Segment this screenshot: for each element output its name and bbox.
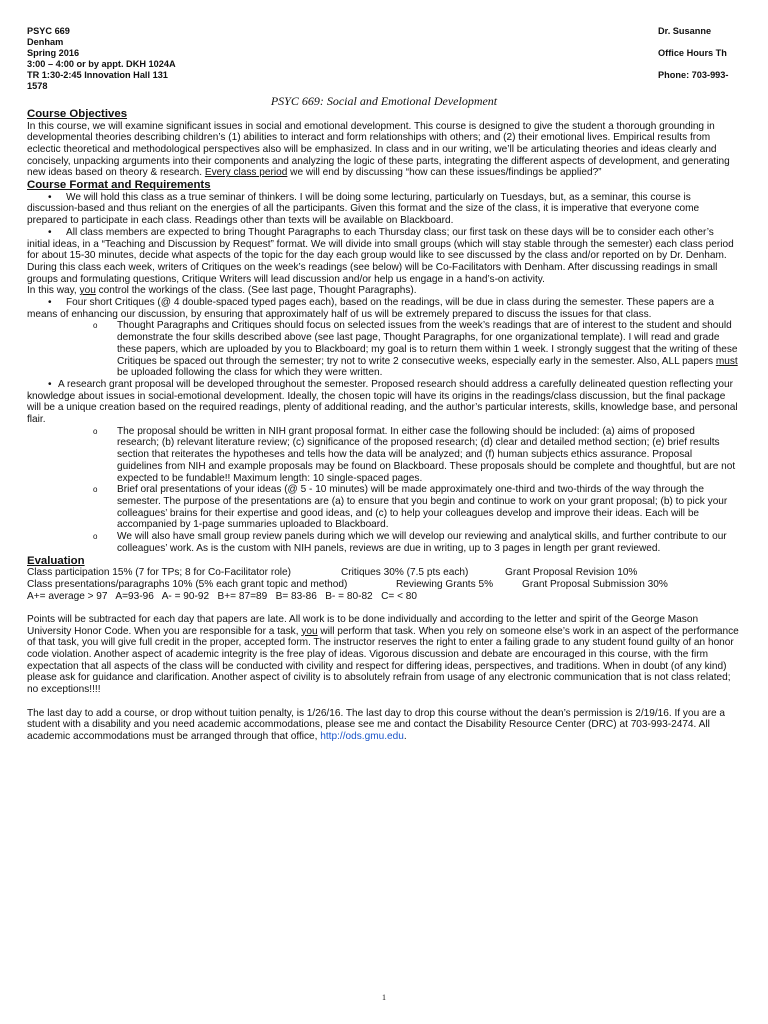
semester: Spring 2016 bbox=[27, 48, 80, 58]
bullet-marker: • bbox=[48, 191, 52, 203]
deadlines-text: The last day to add a course, or drop without tuition penalty, is 1/26/16. The last day to drop this course without the dean’s permission is 2/19/16. If you are a student with a disability and you need academic accommodations, please see me and contact the Disability Resource Center (DRC) at 703-993-2474. All academic accommodations must be arranged through that office, bbox=[27, 707, 725, 742]
evaluation-heading: Evaluation bbox=[27, 554, 85, 567]
document-body bbox=[27, 108, 739, 743]
evaluation-row-2 bbox=[27, 579, 739, 591]
control-underlined: you bbox=[79, 285, 96, 297]
objectives-heading: Course Objectives bbox=[27, 108, 128, 120]
policy-text-end: will perform that task. When you rely on someone else’s work in an aspect of the performance of that task, you will give full credit in the proper, accepted form. The instructor reserves the right to enter a failing grade to any student found guilty of an honor code violation. Another aspect of academic integrity is the free play of ideas. Vigorous discussion and debate are encouraged in this course, with the firm expectation that all aspects of the class will be conducted with civility and respect for differing ideas, perspectives, and traditions. When in doubt (of any kind) please ask for guidance and clarification. Another aspect of civility is to absolutely refrain from usage of any electronic communication that is not class related; no exceptions!!!! bbox=[27, 625, 739, 696]
sub-bullet-marker: o bbox=[93, 532, 98, 542]
evaluation-row-1 bbox=[27, 567, 739, 579]
evaluation-item: Reviewing Grants 5% bbox=[396, 578, 494, 590]
bullet-text: All class members are expected to bring Thought Paragraphs to each Thursday class; our first task on these days will be to consider each other’s initial ideas, in a “Teaching and Discussion by Request” format. We will divide into small groups (which will stay stable through the semester) each class period for about 15-30 minutes, decide what aspects of the topic for the day each group would like to see discussed by the class and/or reported on by Dr. Denham. During this class each week, writers of Critiques on the week’s readings (see below) will be Co-Facilitators with Denham. After discussing readings in small groups and formulating questions, Critique Writers will lead discussion and/or help us engage in a hand’s-on activity. bbox=[27, 226, 734, 285]
format-bullet-3 bbox=[27, 297, 739, 320]
header-left-block bbox=[27, 26, 176, 92]
subitem-text bbox=[91, 484, 739, 531]
objectives-paragraph bbox=[27, 121, 739, 180]
evaluation-item: Critiques 30% (7.5 pts each) bbox=[341, 567, 469, 579]
grading-scale: A+= average > 97 A=93-96 A- = 90-92 B+= 87=89 B= 83-86 B- = 80-82 C= < 80 bbox=[27, 590, 418, 602]
page-number: 1 bbox=[382, 993, 386, 1002]
policy-text: Points will be subtracted for each day that papers are late. All work is to be done individually and according to the letter and spirit of the George Mason University Honor Code. When you are responsible for a task, bbox=[27, 613, 699, 637]
format-subitem-3 bbox=[27, 484, 739, 531]
bullet-marker: • bbox=[48, 226, 52, 238]
office-hours-label: Office Hours Th bbox=[658, 48, 727, 58]
control-paragraph bbox=[27, 285, 739, 297]
objectives-underlined: Every class period bbox=[204, 167, 288, 179]
control-text-end: control the workings of the class. (See last page, Thought Paragraphs). bbox=[95, 285, 417, 297]
deadlines-paragraph bbox=[27, 708, 739, 743]
subitem-text bbox=[91, 426, 739, 485]
ods-link[interactable]: http://ods.gmu.edu bbox=[320, 730, 404, 742]
evaluation-item: Grant Proposal Submission 30% bbox=[522, 578, 668, 590]
objectives-text-end: we will end by discussing “how can these issues/findings be applied?” bbox=[287, 167, 602, 179]
bullet-text: A research grant proposal will be developed throughout the semester. Proposed research should address a carefully delineated question reflecting your knowledge about issues in social-emotional development. Ideally, the chosen topic will have its origins in the readings/class discussion, but the final package will be a unique creation based on the required readings, plenty of additional reading, and the author’s particular interests, skills, knowledge base, and personal flair. bbox=[27, 378, 738, 426]
instructor-name: Denham bbox=[27, 37, 64, 47]
sub-bullet-marker: o bbox=[93, 485, 98, 495]
phone-label: Phone: 703-993- bbox=[658, 70, 729, 80]
subitem-text bbox=[91, 531, 739, 554]
evaluation-item: Class participation 15% (7 for TPs; 8 for Co-Facilitator role) bbox=[27, 567, 292, 579]
office-hours: 3:00 – 4:00 or by appt. DKH 1024A bbox=[27, 59, 176, 69]
page-title: PSYC 669: Social and Emotional Development bbox=[270, 94, 498, 108]
policy-underlined: you bbox=[301, 625, 318, 637]
course-code: PSYC 669 bbox=[27, 26, 70, 36]
evaluation-item: Grant Proposal Revision 10% bbox=[505, 567, 638, 579]
evaluation-item: Class presentations/paragraphs 10% (5% each grant topic and method) bbox=[27, 578, 348, 590]
subitem-underlined: must bbox=[715, 355, 738, 367]
sub-bullet-marker: o bbox=[93, 426, 98, 436]
subitem-text-a: Brief oral presentations of your ideas (@ 5 - 10 minutes) will be made approximately one-third and two-thirds of the way through the semester. The purpose of the presentations are (a) to ensure that you begin and continue to work on your grant proposal; (b) to pick your colleagues’ brains for their expertise and good ideas, and (c) to help your colleagues develop and improve their ideas. Each will be accompanied by 1-page summaries uploaded to Blackboard. bbox=[117, 484, 728, 531]
subitem-text-a: We will also have small group review panels during which we will develop our reviewing and analytical skills, and further contribute to our colleagues’ work. As is the custom with NIH panels, reviews are due in writing, up to 3 pages in length per grant reviewed. bbox=[117, 531, 727, 554]
subitem-text-b: be uploaded following the class for which they were written. bbox=[117, 367, 383, 379]
policy-paragraph bbox=[27, 614, 739, 696]
bullet-marker: • bbox=[48, 297, 52, 309]
control-text: In this way, bbox=[27, 285, 80, 297]
format-bullet-4 bbox=[27, 379, 739, 426]
format-heading: Course Format and Requirements bbox=[27, 179, 211, 192]
subitem-text-a: The proposal should be written in NIH grant proposal format. In either case the following should be included: (a) aims of proposed research; (b) relevant literature review; (c) significance of the proposed research; (d) clear and detailed method section; (e) brief results section that reiterates the hypotheses and tells how the data will be analyzed; and (f) human subjects ethics assurance. Proposal guidelines from NIH and example proposals may be found on Blackboard. These proposals should be complete and thoughtful, but are not expected to be fundable!! Maximum length: 10 single-spaced pages. bbox=[117, 425, 736, 484]
objectives-text: In this course, we will examine significant issues in social and emotional development. This course is designed to give the student a thorough grounding in developmental theories describing children’s (1) abilities to interact and form relationships with others; and (2) their emotional lives. Empirical results from eclectic theoretical and methodological perspectives also will be emphasized. In class and in our writing, we’ll be articulating theories and ideas clearly and concisely, unpacking arguments into their components and analyzing the logic of these parts, integrating the different aspects of development, and generating new ideas based on theory & research. bbox=[27, 120, 730, 179]
bullet-marker: • bbox=[48, 378, 52, 390]
deadlines-end: . bbox=[403, 730, 407, 742]
header-right-block bbox=[658, 26, 728, 92]
class-time-location: TR 1:30-2:45 Innovation Hall 131 bbox=[27, 70, 168, 80]
format-bullet-2 bbox=[27, 227, 739, 286]
format-subitem-2 bbox=[27, 426, 739, 485]
subitem-text bbox=[91, 320, 739, 379]
subitem-text-a: Thought Paragraphs and Critiques should focus on selected issues from the week’s readings that are of interest to the student and should demonstrate the four skills described above (see last page, Thought Paragraphs, for one organizational template). I will read and grade these papers, which are uploaded by you to Blackboard; my goal is to return them within 1 week. I strongly suggest that the writing of these Critiques be spaced out through the semester; try not to write 2 consecutive weeks, especially early in the semester. Also, ALL papers bbox=[117, 320, 738, 367]
format-bullet-1 bbox=[27, 192, 739, 227]
format-subitem-4 bbox=[27, 531, 739, 554]
sub-bullet-marker: o bbox=[93, 321, 98, 331]
bullet-text: Four short Critiques (@ 4 double-spaced typed pages each), based on the readings, will be due in class during the semester. These papers are a means of enhancing our discussion, by ensuring that approximately half of us will be extremely prepared to discuss the issues for that class. bbox=[27, 297, 715, 320]
instructor-label: Dr. Susanne bbox=[658, 26, 712, 36]
format-subitem-1 bbox=[27, 320, 739, 379]
bullet-text: We will hold this class as a true seminar of thinkers. I will be doing some lecturing, particularly on Tuesdays, but, as a seminar, this course is discussion-based and thus reliant on the energies of all the participants. Given this format and the size of the class, it is imperative that everyone come prepared to participate in each class. Readings other than texts will be available on Blackboard. bbox=[27, 191, 700, 227]
phone-suffix: 1578 bbox=[27, 81, 48, 91]
